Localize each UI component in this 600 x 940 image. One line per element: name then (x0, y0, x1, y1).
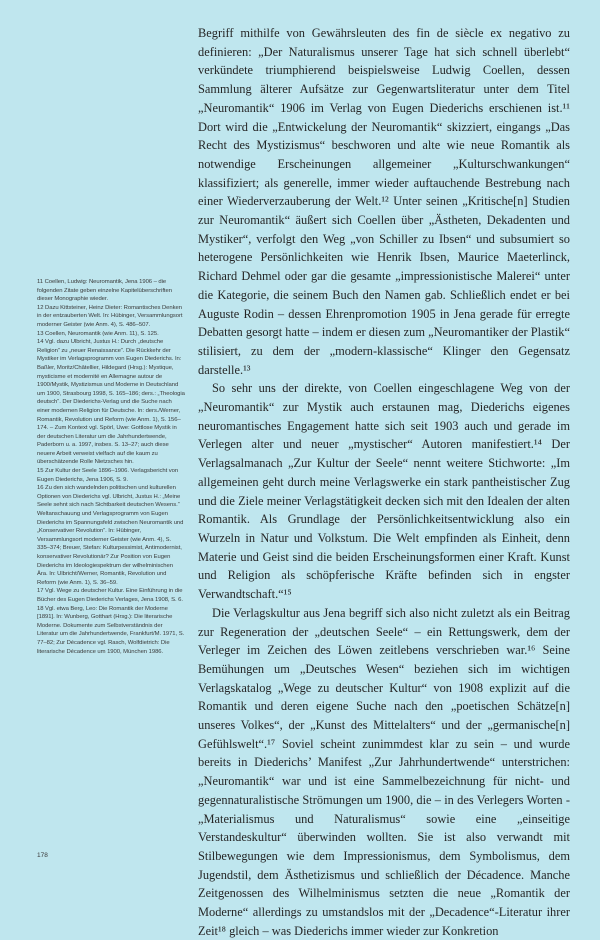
footnote-11: 11 Coellen, Ludwig: Neuromantik, Jena 1906 – die folgenden Zitate geben einzelne Kapitelüberschriften dieser Monographie wieder. (37, 279, 172, 303)
main-text (198, 24, 570, 940)
footnote-18: 18 Vgl. etwa Berg, Leo: Die Romantik der Moderne [1891]. In: Wunberg, Gotthart (Hrsg.): Die literarische Moderne. Dokumente zum Selbstverständnis der Literatur um die Jahrhundertwende, Frankfurt/M. 1971, S. 77–82; Zur Décadence vgl. Rasch, Wolfdietrich: Die literarische Décadence um 1900, München 1986. (37, 605, 185, 655)
footnote-17: 17 Vgl. Wege zu deutscher Kultur. Eine Einführung in die Bücher des Eugen Diederichs Verlages, Jena 1908, S. 6. (37, 588, 183, 603)
footnote-12: 12 Dazu Kittsteiner, Heinz Dieter: Romantisches Denken in der entzauberten Welt. In: Hübinger, Versammlungsort moderner Geister (wie Anm. 4), S. 486–507. (37, 304, 183, 328)
footnote-15: 15 Zur Kultur der Seele 1896–1906. Verlagsbericht von Eugen Diederichs, Jena 1906, S. 9. (37, 468, 179, 483)
paragraph-2: So sehr uns der direkte, von Coellen eingeschlagene Weg von der „Neuromantik“ zur Mystik auch erstaunen mag, Diederichs eigenes neuromantisches Engagement hatte sich seit 1903 auch und gerade im Verlegen alter und neuer „mystischer“ Autoren manifestiert.¹⁴ Der Verlagsalmanach „Zur Kultur der Seele“ nennt weitere Stichworte: „Im allgemeinen geht durch meine Verlagswerke ein stark pantheistischer Zug und die Ziele meiner Verlagstätigkeit decken sich mit den Idealen der alten Romantik. Als Grundlage der Persönlichkeitsentwicklung also ein Wurzeln in Natur und Volkstum. Die Welt empfinden als Einheit, denn Materie und Geist sind die beiden Erscheinungsformen einer Kraft. Kunst und Religion als schöpferische Kräfte befinden sich in engster Verwandtschaft.“¹⁵ (198, 381, 570, 602)
footnote-14: 14 Vgl. dazu Ulbricht, Justus H.: Durch „deutsche Religion“ zu „neuer Renaissance“. Die Rückkehr der Mystiker im Verlagsprogramm von Eugen Diederichs. In: Baßler, Moritz/Châtellier, Hildegard (Hrsg.): Mystique, mysticisme et modernité en Allemagne autour de 1900/Mystik, Mystizismus und Moderne in Deutschland um 1900, Strasbourg 1998, S. 165–186; ders.: „Theologia deutsch“. Der Diederichs-Verlag und die Suche nach einer modernen Religion für Deutsche. In: ders./Werner, Romantik, Revolution und Reform (wie Anm. 1), S. 156–174. – Zum Kontext vgl. Spörl, Uwe: Gottlose Mystik in der deutschen Literatur um die Jahrhundertwende, Paderborn u. a. 1997, insbes. S. 13–27; auch diese neuere Arbeit verweist vielfach auf die kaum zu überschätzende Rolle Nietzsches hin. (37, 339, 185, 466)
page-number: 178 (37, 852, 48, 859)
paragraph-3: Die Verlagskultur aus Jena begriff sich also nicht zuletzt als ein Beitrag zur Regeneration der „deutschen Seele“ – ein Rettungswerk, dem der Verleger im Zeichen des Löwen zeitlebens verschrieben war.¹⁶ Seine Bemühungen um „Deutsches Wesen“ beziehen sich im wichtigen Verlagskatalog „Wege zu deutscher Kultur“ von 1908 explizit auf die Romantik und deren eigene Suche nach den „poetischen Schätze[n] unseres Volkes“, der „Kunst des Mittelalters“ und der „germanische[n] Gefühlswelt“.¹⁷ Soviel scheint zunimmdest klar zu sein – und wurde bereits in Diederichs’ Manifest „Zur Jahrhundertwende“ unterstrichen: „Neuromantik“ war und ist eine Sammelbezeichnung für nicht- und gegennaturalistische Strömungen um 1900, die – in des Verlegers Worten - „Materialismus und Naturalismus“ sowie eine „einseitige Verstandeskultur“ überwinden wollten. Sie ist also verwandt mit Stilbewegungen wie dem Impressionismus, dem Symbolismus, dem Jugendstil, dem Ästhetizismus und schließlich der Décadence. Manche Zeitgenossen des Wilhelminismus setzten die neue „Romantik der Moderne“ allerdings zu umstandslos mit der „Decadence“-Literatur ihrer Zeit¹⁸ gleich – was Diederichs immer wieder zur Konkretion (198, 605, 570, 938)
paragraph-1: Begriff mithilfe von Gewährsleuten des fin de siècle ex negativo zu definieren: „Der Naturalismus unserer Tage hat sich schnell überlebt“ verkündete triumphierend beispielsweise Ludwig Coellen, dessen Sammlung älterer Aufsätze zur Gegenwartsliteratur unter dem Titel „Neuromantik“ 1906 im Verlag von Eugen Diederichs erschienen ist.¹¹ Dort wird die „Entwickelung der Neuromantik“ skizziert, eingangs „Das Recht des Mystizismus“ beschworen und alte wie neue Romantik als notwendige Erscheinungen allgemeiner „Kulturschwankungen“ klassifiziert; als generelle, immer wieder auftauchende Bestrebung nach einer Wiederverzauberung der Welt.¹² Unter seinen „Kritische[n] Studien zur Neuromantik“ äußert sich Coellen über „Ästheten, Dekadenten und Mystiker“, verfolgt den Weg „von Schiller zu Ibsen“ und subsumiert so heterogene Persönlichkeiten wie Henrik Ibsen, Maurice Maeterlinck, Richard Dehmel oder gar die gesamte „impressionistische Malerei“ unter die Kategorie, die seinem Buch den Namen gab. Schließlich endet er bei Auguste Rodin – dessen Ehrenpromotion 1905 in Jena gerade für erregte Debatten gesorgt hatte – indem er diesen zum „Neuromantiker der Plastik“ stilisiert, zu dem der „modern-klassische“ Klinger den Gegensatz darstelle.¹³ (198, 26, 570, 377)
footnotes-column (37, 278, 185, 656)
footnote-16: 16 Zu den sich wandelnden politischen und kulturellen Optionen von Diederichs vgl. Ulbricht, Justus H.: „Meine Seele sehnt sich nach Sichtbarkeit deutschen Wesens.“ Weltanschauung und Verlagsprogramm von Eugen Diederichs im Spannungsfeld zwischen Neuromantik und „Konservativer Revolution“. In: Hübinger, Versammlungsort moderner Geister (wie Anm. 4), S. 335–374; Breuer, Stefan: Kulturpessimist, Antimodernist, konservativer Revolutionär? Zur Position von Eugen Diederichs im Ideologiespektrum der wilhelminischen Ära. In: Ulbricht/Werner, Romantik, Revolution und Reform (wie Anm. 1), S. 36–59. (37, 485, 184, 586)
footnote-13: 13 Coellen, Neuromantik (wie Anm. 11), S. 125. (37, 330, 159, 337)
